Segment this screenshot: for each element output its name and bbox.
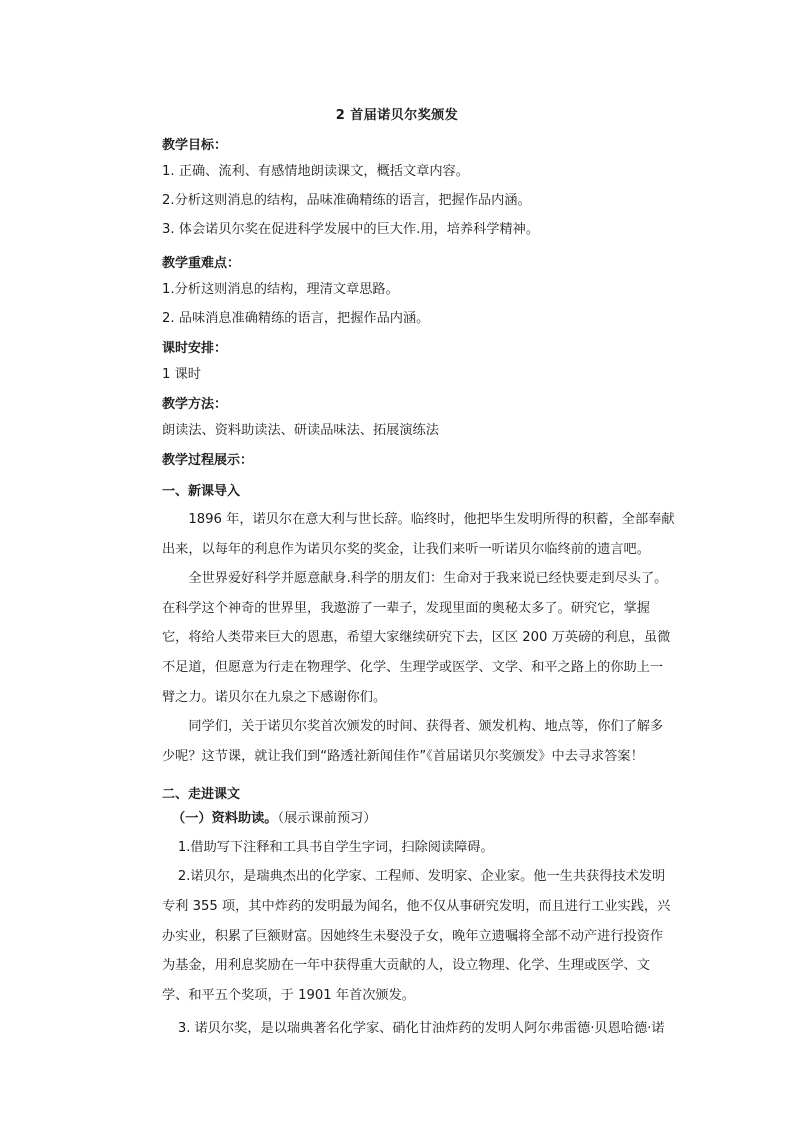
goal-item-2: 2.分析这则消息的结构，品味准确精练的语言，把握作品内涵。 — [162, 193, 531, 208]
schedule-text: 1 课时 — [162, 367, 201, 382]
methods-heading: 教学方法： — [162, 397, 228, 412]
difficulty-item-1: 1.分析这则消息的结构，理清文章思路。 — [162, 282, 399, 297]
part2-subheading-bold: （一）资料助读。 — [172, 811, 278, 827]
goal-item-1: 1. 正确、流利、有感情地朗读课文，概括文章内容。 — [162, 164, 469, 179]
part1-heading: 一、新课导入 — [162, 484, 241, 499]
reading-item-3: 3. 诺贝尔奖，是以瑞典著名化学家、硝化甘油炸药的发明人阿尔弗雷德·贝恩哈德·诺 — [177, 1021, 665, 1037]
reading-item-2: 2.诺贝尔，是瑞典杰出的化学家、工程师、发明家、企业家。他一生共获得技术发明专利 355 项，其中炸药的发明最为闻名，他不仅从事研究发明，而且进行工业实践，兴办实业，积累了巨额财富。因她终生未娶没子女，晚年立遗嘱将全部不动产进行投资作为基金，用利息奖励在一年中获得重大贡献的人，设立物理、化学、生理或医学、文学、和平五个奖项，于 1901 年首次颁发。 — [162, 869, 671, 1003]
part2-subheading-note: （展示课前预习） — [277, 811, 377, 827]
difficulty-item-2: 2. 品味消息准确精练的语言，把握作品内涵。 — [162, 311, 430, 326]
intro-paragraph-1: 1896 年，诺贝尔在意大利与世长辞。临终时，他把毕生发明所得的积蓄，全部奉献出来，以每年的利息作为诺贝尔奖的奖金，让我们来听一听诺贝尔临终前的遗言吧。 — [162, 512, 675, 557]
intro-paragraph-2: 全世界爱好科学并愿意献身.科学的朋友们：生命对于我来说已经快要走到尽头了。在科学这个神奇的世界里，我遨游了一辈子，发现里面的奥秘太多了。研究它，掌握它，将给人类带来巨大的恩惠，希望大家继续研究下去，区区 200 万英磅的利息，虽微不足道，但愿意为行走在物理学、化学、生理学或医学、文学、和平之路上的你助上一臂之力。诺贝尔在九泉之下感谢你们。 — [162, 571, 671, 705]
goal-item-3: 3. 体会诺贝尔奖在促进科学发展中的巨大作.用，培养科学精神。 — [162, 222, 540, 237]
document-body — [162, 128, 676, 1043]
part2-subheading — [162, 804, 676, 833]
process-heading: 教学过程展示： — [162, 453, 254, 468]
goals-heading: 教学目标： — [162, 138, 228, 153]
schedule-heading: 课时安排： — [162, 341, 228, 356]
page-title: 2 首届诺贝尔奖颁发 — [335, 108, 459, 123]
intro-paragraph-3: 同学们，关于诺贝尔奖首次颁发的时间、获得者、颁发机构、地点等，你们了解多少呢？这节课，就让我们到“路透社新闻佳作”《首届诺贝尔奖颁发》中去寻求答案！ — [162, 719, 664, 764]
part2-heading: 二、走进课文 — [162, 787, 241, 803]
difficulties-heading: 教学重难点： — [162, 256, 241, 271]
methods-text: 朗读法、资料助读法、研读品味法、拓展演练法 — [162, 423, 439, 438]
reading-item-1: 1.借助写下注释和工具书自学生字词，扫除阅读障碍。 — [177, 840, 494, 856]
